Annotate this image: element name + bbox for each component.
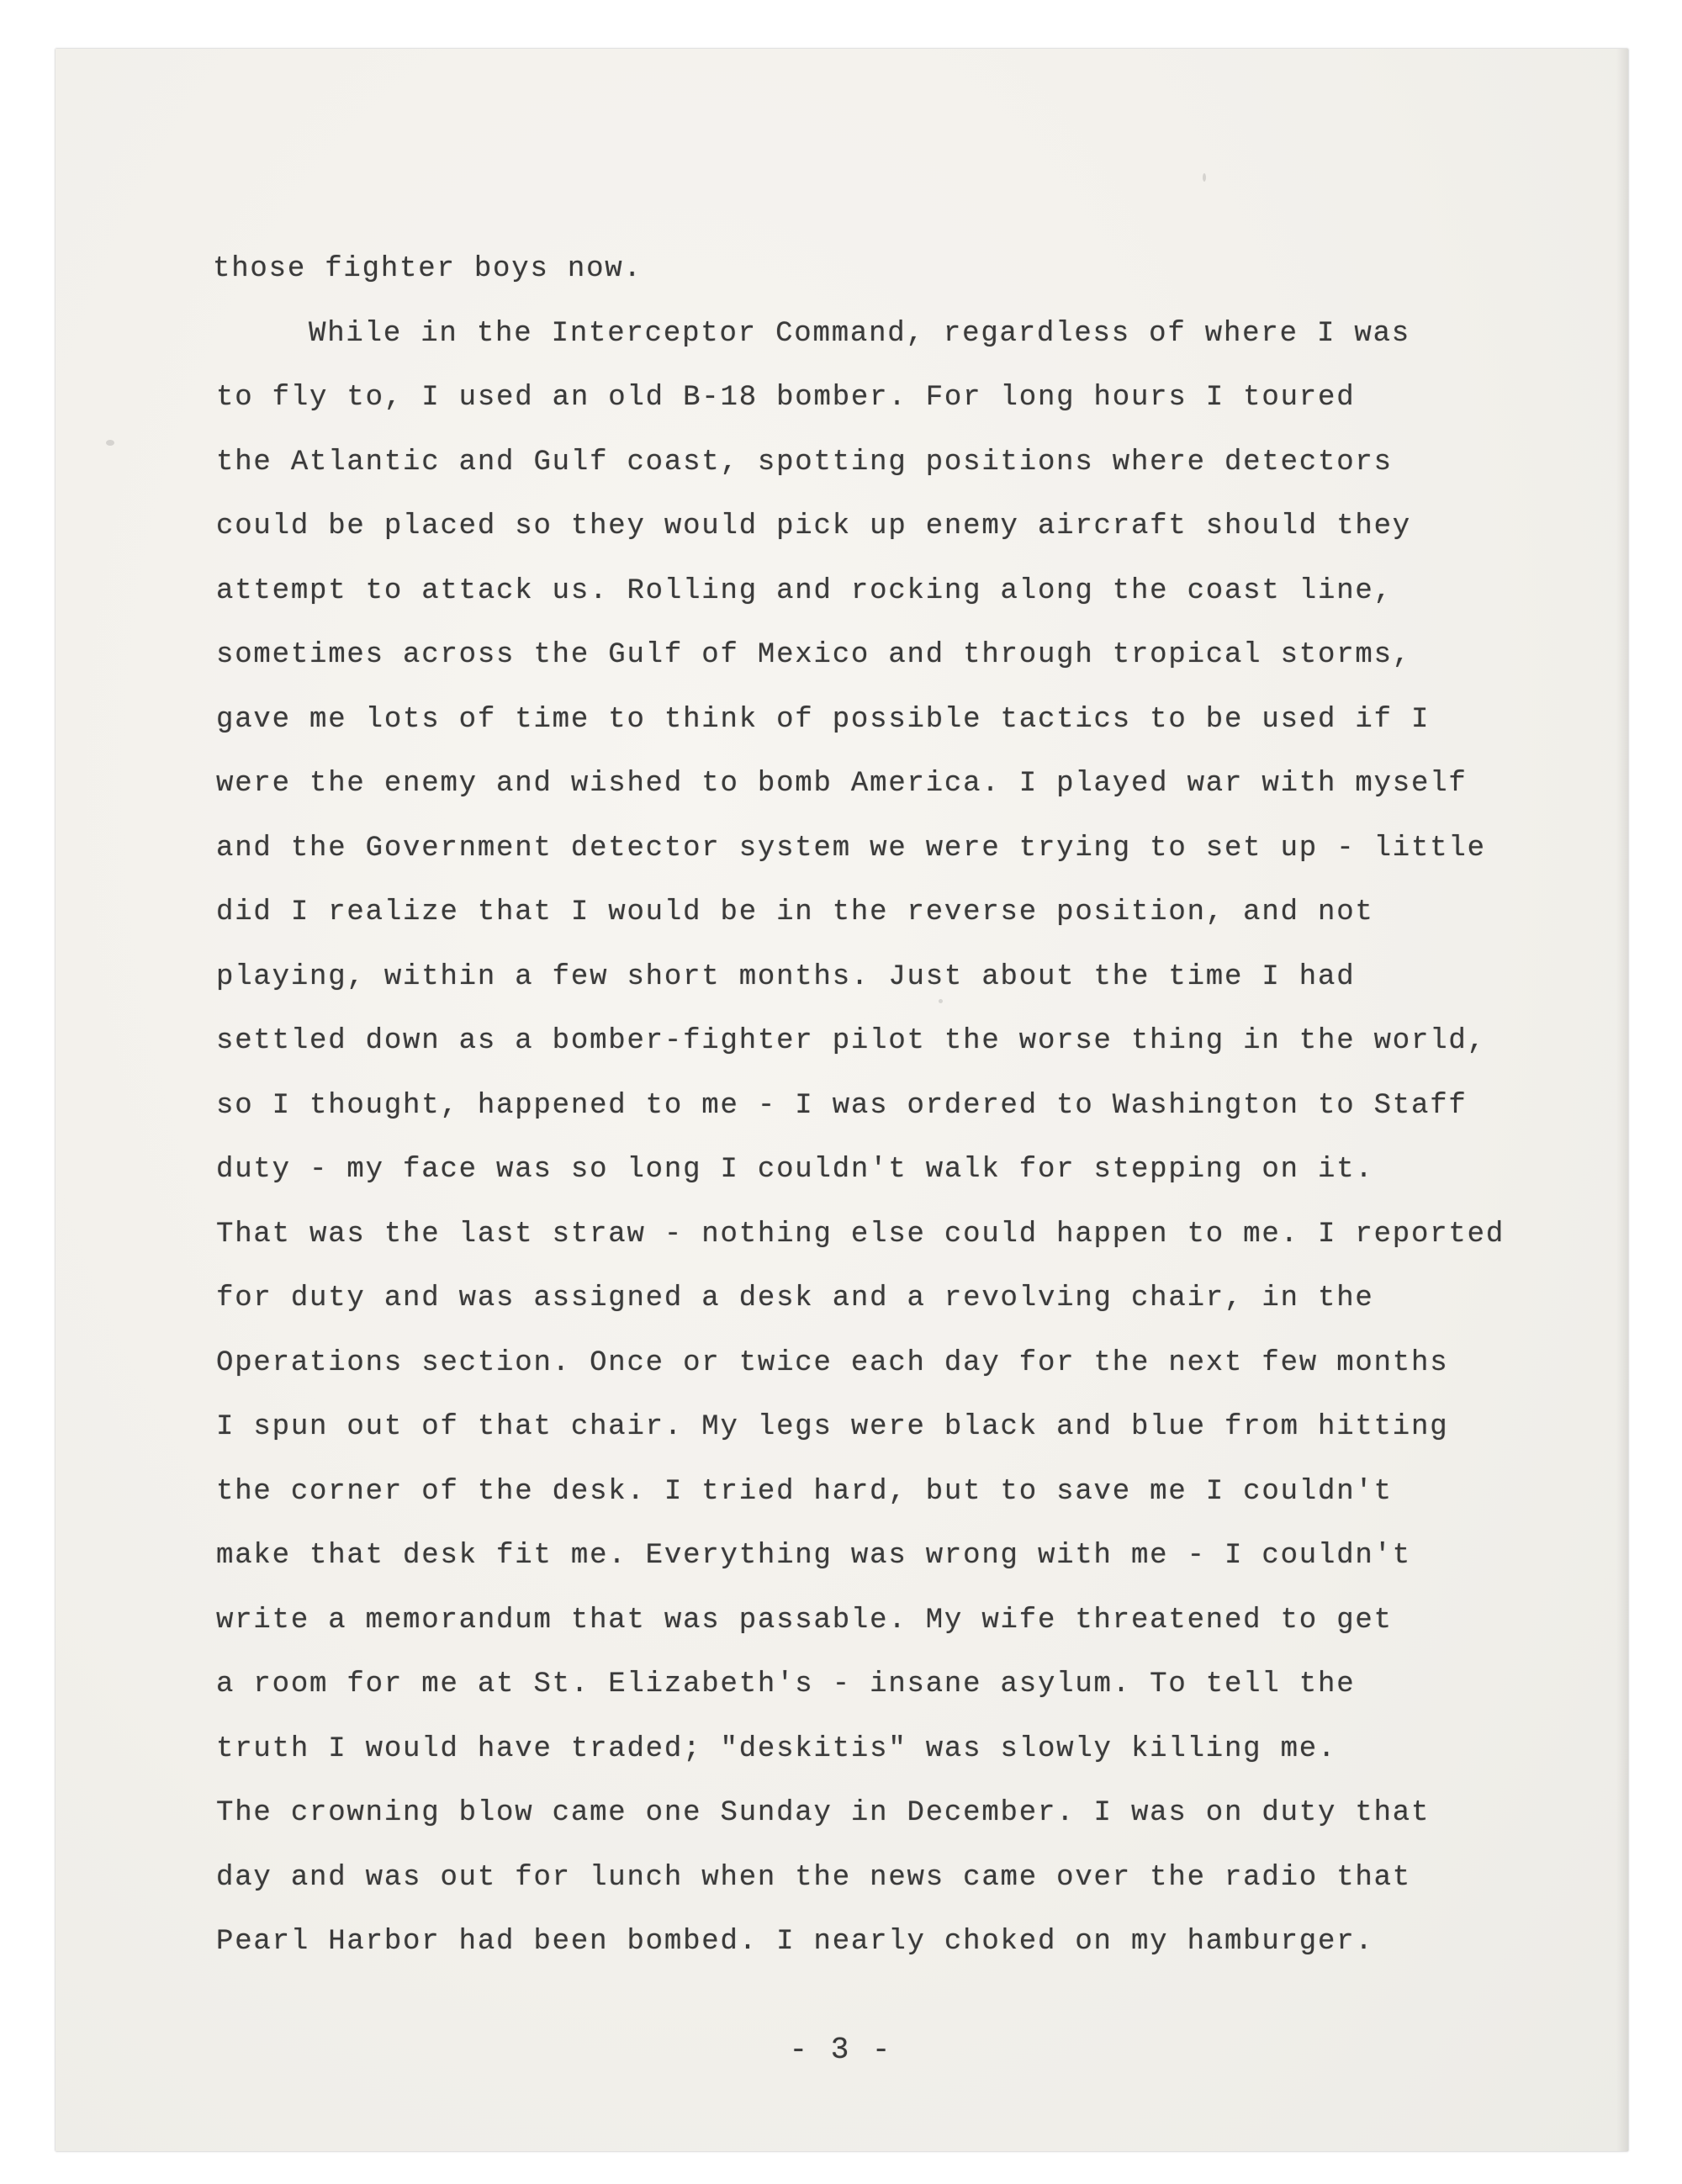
text-line: Operations section. Once or twice each day for the next few months — [216, 1347, 1449, 1379]
text-line: While in the Interceptor Command, regardless of where I was — [309, 318, 1410, 350]
text-line: playing, within a few short months. Just about the time I had — [216, 961, 1356, 993]
paper-edge-shadow — [1616, 49, 1628, 2151]
text-line: duty - my face was so long I couldn't walk for stepping on it. — [216, 1154, 1374, 1186]
text-line: day and was out for lunch when the news came over the radio that — [216, 1862, 1412, 1894]
text-line: the Atlantic and Gulf coast, spotting positions where detectors — [216, 447, 1393, 479]
text-line: and the Government detector system we were trying to set up - little — [216, 833, 1486, 865]
page-number: - 3 - — [789, 2033, 893, 2067]
text-line: gave me lots of time to think of possible tactics to be used if I — [216, 704, 1431, 736]
text-line: make that desk fit me. Everything was wrong with me - I couldn't — [216, 1540, 1412, 1572]
text-line: to fly to, I used an old B-18 bomber. For long hours I toured — [216, 382, 1356, 414]
text-line: a room for me at St. Elizabeth's - insane asylum. To tell the — [216, 1668, 1356, 1700]
paper-speck — [106, 440, 114, 446]
text-line: so I thought, happened to me - I was ordered to Washington to Staff — [216, 1090, 1468, 1122]
paper-speck — [1203, 173, 1206, 182]
text-line: the corner of the desk. I tried hard, but to save me I couldn't — [216, 1476, 1393, 1508]
text-line: I spun out of that chair. My legs were black and blue from hitting — [216, 1411, 1449, 1443]
text-line: Pearl Harbor had been bombed. I nearly choked on my hamburger. — [216, 1926, 1374, 1958]
text-line: settled down as a bomber-fighter pilot the worse thing in the world, — [216, 1025, 1486, 1057]
text-line: those fighter boys now. — [213, 253, 643, 285]
text-line: did I realize that I would be in the reverse position, and not — [216, 896, 1374, 928]
text-line: The crowning blow came one Sunday in December. I was on duty that — [216, 1797, 1431, 1829]
text-line: truth I would have traded; "deskitis" was slowly killing me. — [216, 1733, 1337, 1765]
text-line: sometimes across the Gulf of Mexico and through tropical storms, — [216, 639, 1412, 671]
text-line: That was the last straw - nothing else could happen to me. I reported — [216, 1219, 1505, 1251]
text-line: write a memorandum that was passable. My wife threatened to get — [216, 1605, 1393, 1637]
text-line: were the enemy and wished to bomb America. I played war with myself — [216, 768, 1468, 800]
text-line: could be placed so they would pick up enemy aircraft should they — [216, 510, 1412, 542]
text-line: for duty and was assigned a desk and a revolving chair, in the — [216, 1282, 1374, 1314]
text-line: attempt to attack us. Rolling and rocking along the coast line, — [216, 575, 1393, 607]
paper-speck — [939, 999, 943, 1003]
